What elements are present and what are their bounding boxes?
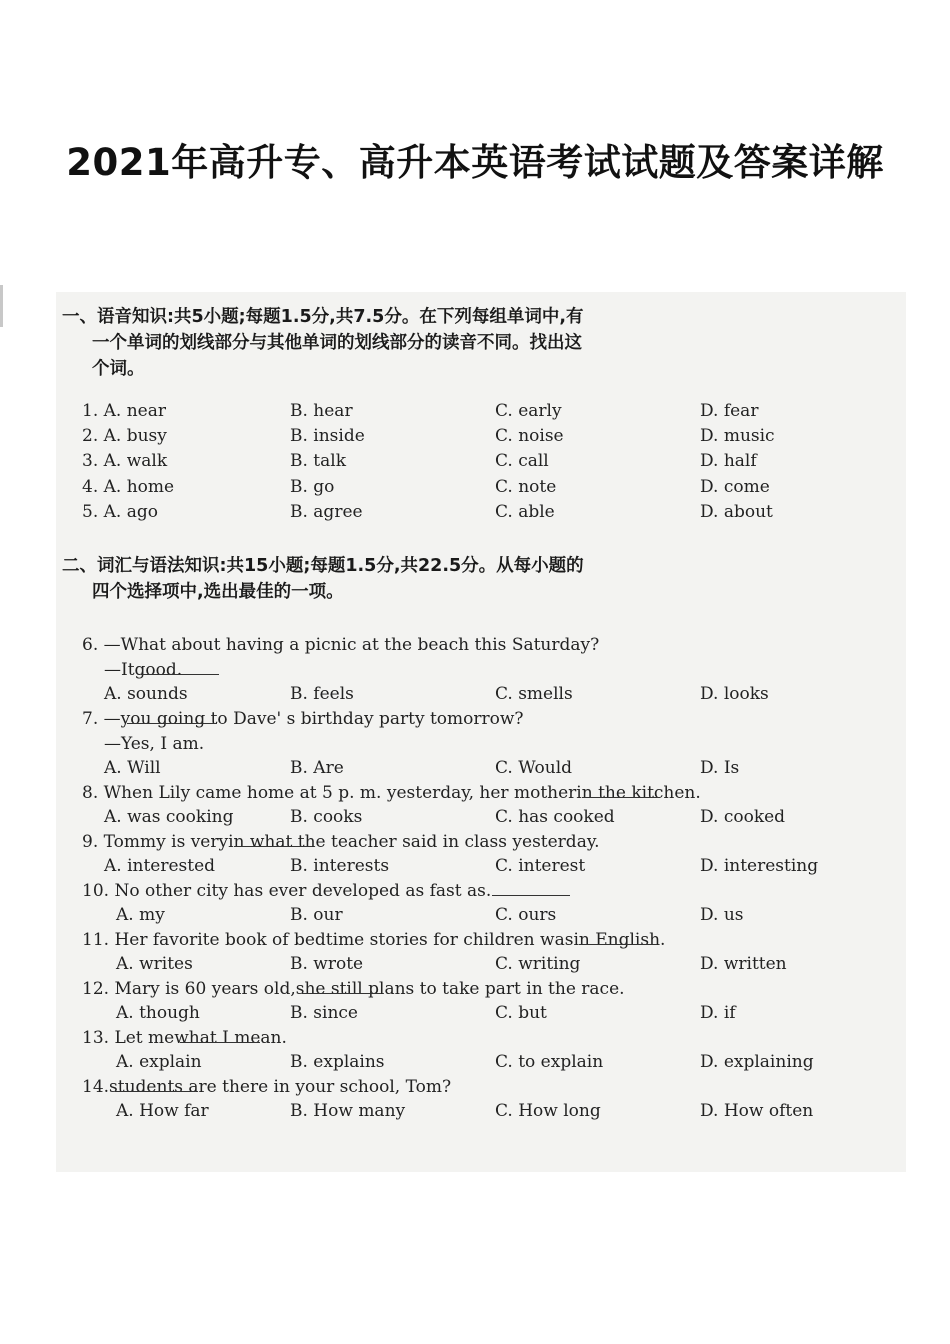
option-a: A. sounds: [104, 684, 188, 704]
question-stem: 6. —What about having a picnic at the beach this Saturday?: [82, 635, 600, 655]
question-stem: [82, 781, 701, 806]
option-c: C. Would: [495, 758, 573, 778]
answer-blank: [127, 707, 217, 724]
option-a: A. was cooking: [104, 807, 234, 827]
option-a: A. writes: [116, 954, 193, 974]
option-a: A. interested: [104, 856, 216, 876]
question-4: [0, 475, 950, 500]
question-stem: [82, 1026, 287, 1051]
stem-post: she still plans to take part in the race.: [295, 979, 625, 999]
question-9-stem: [0, 830, 950, 855]
option-c: C. noise: [495, 426, 564, 446]
answer-blank: [302, 977, 380, 994]
question-10-options: [0, 903, 950, 928]
option-b: B. inside: [290, 426, 365, 446]
option-a: 2. A. busy: [82, 426, 167, 446]
section2-heading-line2: 四个选择项中,选出最佳的一项。: [92, 582, 344, 602]
question-13-options: [0, 1050, 950, 1075]
option-a: A. explain: [116, 1052, 202, 1072]
option-b: B. hear: [290, 401, 353, 421]
question-stem: [82, 977, 625, 1002]
option-c: C. but: [495, 1003, 547, 1023]
answer-blank: [141, 658, 219, 675]
option-c: C. note: [495, 477, 557, 497]
question-6-reply: [0, 658, 950, 683]
stem-pre: 12. Mary is 60 years old,: [82, 979, 296, 999]
option-a: A. my: [116, 905, 165, 925]
option-d: D. explaining: [700, 1052, 814, 1072]
question-stem: [82, 879, 491, 904]
option-a: A. Will: [104, 758, 161, 778]
reply-line: —Yes, I am.: [104, 734, 205, 754]
option-b: B. since: [290, 1003, 358, 1023]
question-stem: [82, 1075, 451, 1100]
section2-heading-line1: 二、词汇与语法知识:共15小题;每题1.5分,共22.5分。从每小题的: [62, 556, 584, 576]
option-c: C. interest: [495, 856, 586, 876]
question-stem: [82, 830, 600, 855]
stem-post: in what the teacher said in class yesterday.: [228, 832, 600, 852]
question-stem: [82, 707, 524, 732]
question-13-stem: [0, 1026, 950, 1051]
question-5: [0, 500, 950, 525]
option-a: 1. A. near: [82, 401, 166, 421]
option-d: D. fear: [700, 401, 759, 421]
option-d: D. written: [700, 954, 787, 974]
question-1: [0, 399, 950, 424]
stem-post: students are there in your school, Tom?: [109, 1077, 452, 1097]
section2-heading: [62, 553, 702, 605]
reply-pre: —It: [104, 660, 135, 680]
option-b: B. go: [290, 477, 335, 497]
answer-blank: [115, 1075, 195, 1092]
option-b: B. feels: [290, 684, 354, 704]
section1-heading: [62, 304, 702, 382]
question-14-stem: [0, 1075, 950, 1100]
option-d: D. us: [700, 905, 744, 925]
option-d: D. music: [700, 426, 775, 446]
stem-post: what I mean.: [174, 1028, 287, 1048]
option-d: D. Is: [700, 758, 740, 778]
reply-line: [104, 658, 182, 683]
answer-blank: [579, 928, 657, 945]
answer-blank: [180, 1026, 260, 1043]
question-stem: [82, 928, 665, 953]
question-8-options: [0, 805, 950, 830]
section1-heading-line3: 个词。: [92, 359, 145, 379]
question-12-stem: [0, 977, 950, 1002]
question-10-stem: [0, 879, 950, 904]
option-b: B. How many: [290, 1101, 406, 1121]
option-b: B. Are: [290, 758, 344, 778]
option-c: C. smells: [495, 684, 573, 704]
stem-pre: 7. —: [82, 709, 121, 729]
margin-mark: [0, 285, 3, 327]
option-d: D. How often: [700, 1101, 814, 1121]
option-c: C. How long: [495, 1101, 601, 1121]
answer-blank: [492, 879, 570, 896]
option-a: A. though: [116, 1003, 200, 1023]
question-7-stem: [0, 707, 950, 732]
option-a: 5. A. ago: [82, 502, 158, 522]
option-d: D. come: [700, 477, 770, 497]
stem-pre: 8. When Lily came home at 5 p. m. yesterday, her mother: [82, 783, 577, 803]
option-a: 3. A. walk: [82, 451, 168, 471]
stem-pre: 10. No other city has ever developed as fast as: [82, 881, 486, 901]
option-b: B. wrote: [290, 954, 364, 974]
question-14-options: [0, 1099, 950, 1124]
stem-pre: 13. Let me: [82, 1028, 175, 1048]
stem-pre: 9. Tommy is very: [82, 832, 229, 852]
option-a: 4. A. home: [82, 477, 175, 497]
question-6-options: [0, 682, 950, 707]
question-8-stem: [0, 781, 950, 806]
reply-post: good.: [134, 660, 183, 680]
option-b: B. agree: [290, 502, 363, 522]
stem-post: .: [485, 881, 492, 901]
stem-post: you going to Dave' s birthday party tomorrow?: [120, 709, 524, 729]
question-6-stem: [0, 633, 950, 658]
option-c: C. has cooked: [495, 807, 615, 827]
option-d: D. cooked: [700, 807, 786, 827]
question-3: [0, 449, 950, 474]
option-c: C. call: [495, 451, 549, 471]
option-d: D. looks: [700, 684, 769, 704]
option-a: A. How far: [116, 1101, 209, 1121]
option-b: B. explains: [290, 1052, 385, 1072]
question-7-reply: [0, 732, 950, 757]
option-d: D. half: [700, 451, 757, 471]
stem-post: in English.: [573, 930, 666, 950]
option-b: B. talk: [290, 451, 347, 471]
option-d: D. if: [700, 1003, 736, 1023]
stem-post: in the kitchen.: [576, 783, 701, 803]
stem-pre: 14.: [82, 1077, 110, 1097]
answer-blank: [582, 781, 660, 798]
answer-blank: [234, 830, 312, 847]
option-b: B. interests: [290, 856, 390, 876]
question-7-options: [0, 756, 950, 781]
option-c: C. to explain: [495, 1052, 604, 1072]
option-c: C. able: [495, 502, 555, 522]
option-b: B. our: [290, 905, 343, 925]
question-2: [0, 424, 950, 449]
option-d: D. interesting: [700, 856, 819, 876]
question-12-options: [0, 1001, 950, 1026]
section1-heading-line1: 一、语音知识:共5小题;每题1.5分,共7.5分。在下列每组单词中,有: [62, 307, 584, 327]
option-d: D. about: [700, 502, 773, 522]
section1-heading-line2: 一个单词的划线部分与其他单词的划线部分的读音不同。找出这: [92, 333, 582, 353]
option-c: C. ours: [495, 905, 557, 925]
page-title: 2021年高升专、高升本英语考试试题及答案详解: [66, 141, 884, 184]
question-11-options: [0, 952, 950, 977]
option-c: C. writing: [495, 954, 581, 974]
option-c: C. early: [495, 401, 562, 421]
question-11-stem: [0, 928, 950, 953]
option-b: B. cooks: [290, 807, 363, 827]
question-9-options: [0, 854, 950, 879]
stem-pre: 11. Her favorite book of bedtime stories for children was: [82, 930, 574, 950]
